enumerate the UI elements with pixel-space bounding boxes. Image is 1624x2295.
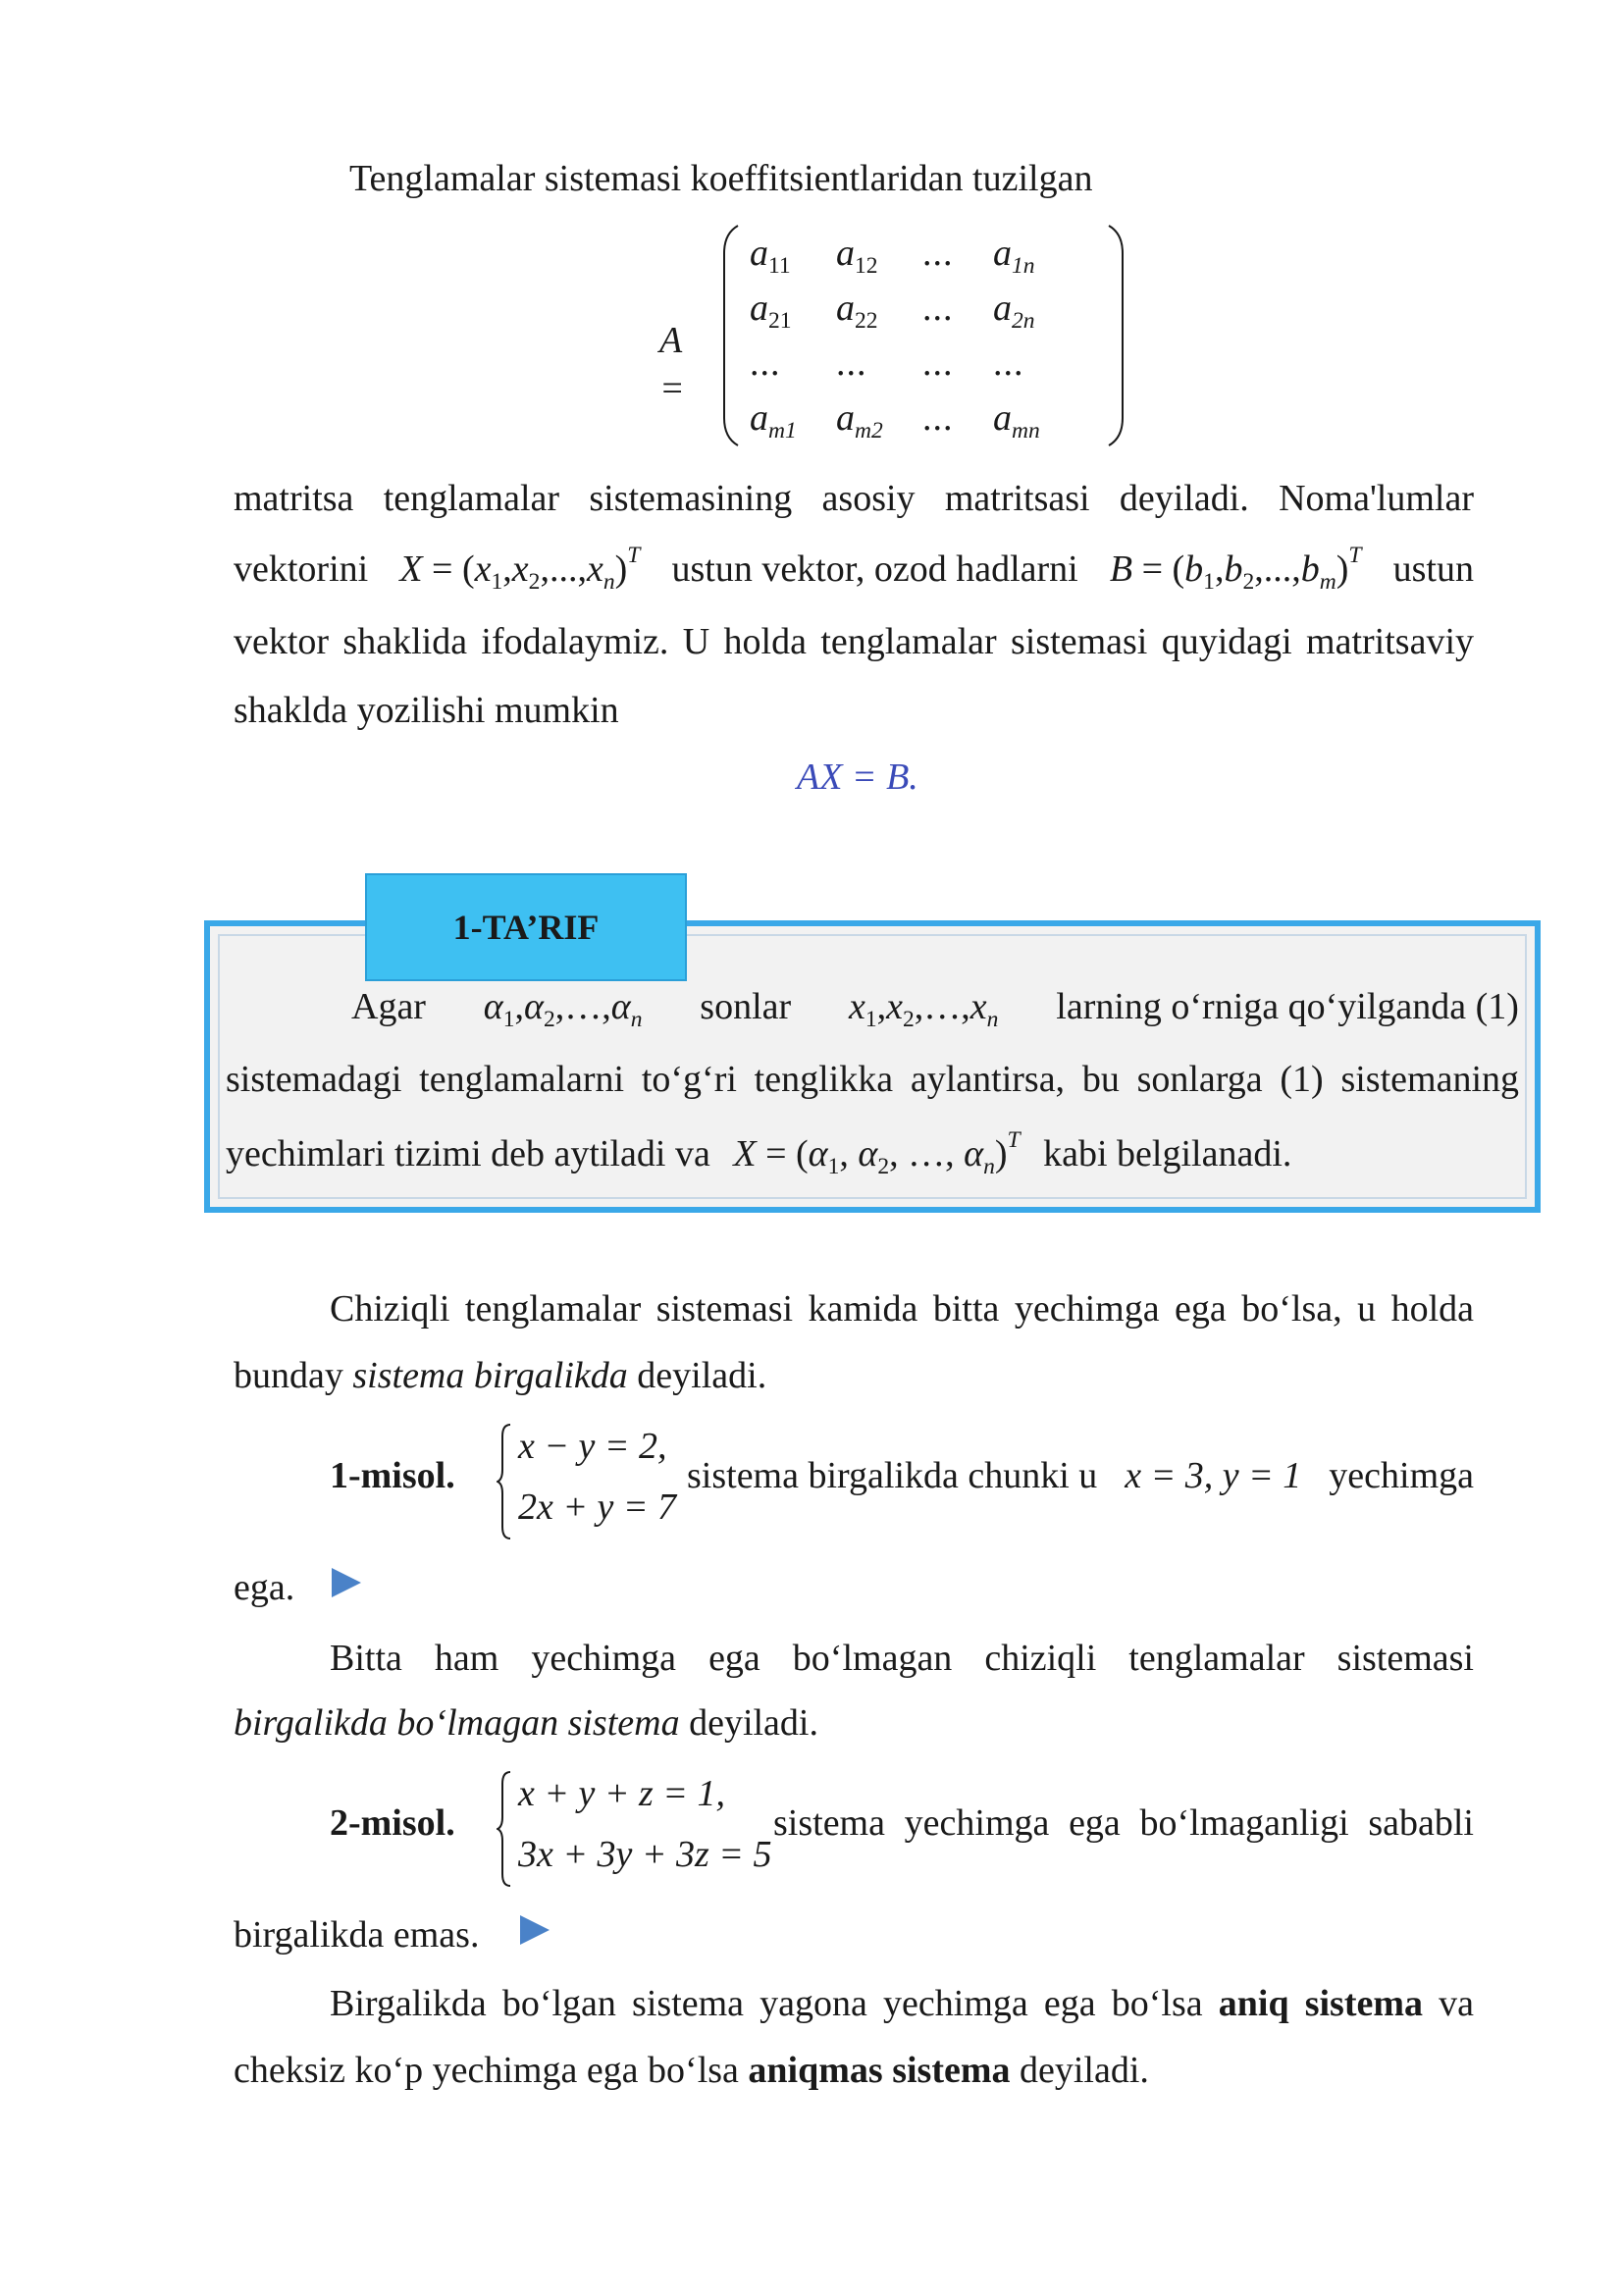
definition-line1 <box>226 983 1519 1031</box>
matrix-cell: ... <box>993 342 1024 384</box>
example1-text-b: yechimga <box>1329 1455 1474 1496</box>
example2-text: sistema yechimga ega bo‘lmaganligi sababli <box>773 1802 1474 1844</box>
matrix-cell: $a_{21}$ <box>750 287 792 335</box>
para1-line4: shaklda yozilishi mumkin <box>234 690 619 731</box>
term-aniqmas-sistema: aniqmas sistema <box>748 2050 1011 2091</box>
para4-line2-b: deyiladi. <box>1020 2050 1149 2091</box>
term-sistema-birgalikda: sistema birgalikda <box>352 1355 628 1396</box>
para4-line2 <box>234 2047 1149 2095</box>
right-paren-icon <box>1105 224 1126 447</box>
para1-line2-a: vektorini <box>234 548 369 590</box>
matrix-grid <box>750 230 1081 449</box>
para1-line1: matritsa tenglamalar sistemasining asosiy matritsasi deyiladi. Noma'lumlar <box>234 478 1474 519</box>
play-arrow-icon <box>520 1915 550 1945</box>
term-birgalikda-bolmagan: birgalikda bo‘lmagan sistema <box>234 1702 680 1744</box>
definition-line1-a: Agar <box>351 986 426 1027</box>
definition-line3 <box>226 1127 1292 1180</box>
solution-vector-formula: $X = (\alpha_1$, $\alpha_2$, …, $\alpha_n)^T$ <box>733 1127 1021 1180</box>
matrix-cell: ... <box>750 342 781 384</box>
left-paren-icon <box>720 224 742 447</box>
para1-line2-c: ustun <box>1392 548 1474 590</box>
example2-eq2: 3x + 3y + 3z = 5 <box>518 1834 772 1875</box>
para3-line2-b: deyiladi. <box>689 1702 818 1744</box>
x-list-formula: $x_1,x_2,\dots,x_n$ <box>848 986 999 1033</box>
intro-text: Tenglamalar sistemasi koeffitsientlaridan tuzilgan <box>349 158 1093 199</box>
matrix-cell: $a_{mn}$ <box>993 397 1040 444</box>
example1-label: 1-misol. <box>330 1455 455 1496</box>
example2-system <box>497 1770 771 1888</box>
definition-title: 1-TA’RIF <box>365 873 687 981</box>
matrix-cell: $a_{m1}$ <box>750 397 797 444</box>
matrix-cell: $a_{22}$ <box>836 287 878 335</box>
example1-eq2: 2x + y = 7 <box>518 1487 677 1528</box>
para2-line2-b: deyiladi. <box>637 1355 767 1396</box>
para4-line2-a: cheksiz ko‘p yechimga ega bo‘lsa <box>234 2050 739 2091</box>
example1-eq1: x − y = 2, <box>518 1426 667 1467</box>
para2-line2 <box>234 1352 766 1400</box>
term-aniq-sistema: aniq sistema <box>1218 1983 1424 2024</box>
para1-line3: vektor shaklida ifodalaymiz. U holda tenglamalar sistemasi quyidagi matritsaviy <box>234 621 1474 662</box>
para1-line2 <box>234 543 1474 596</box>
left-brace-icon <box>497 1423 512 1540</box>
example2-eq1: x + y + z = 1, <box>518 1773 725 1814</box>
example1-tail: ega. <box>234 1567 295 1608</box>
definition-line2: sistemadagi tenglamalarni to‘g‘ri tenglikka aylantirsa, bu sonlarga (1) sistemaning <box>226 1059 1519 1100</box>
matrix-cell: $a_{11}$ <box>750 233 791 280</box>
matrix-cell: $a_{2n}$ <box>993 287 1035 335</box>
para2-line1: Chiziqli tenglamalar sistemasi kamida bitta yechimga ega bo‘lsa, u holda <box>330 1288 1474 1330</box>
para1-line2-b: ustun vektor, ozod hadlarni <box>671 548 1078 590</box>
matrix-cell: ... <box>836 342 867 384</box>
vector-x-formula: $X = (x_1,x_2,...,x_n)^T$ <box>399 543 641 596</box>
para4-line1-b: va <box>1439 1983 1475 2024</box>
definition-line1-c: larning o‘rniga qo‘yilganda (1) <box>1056 986 1519 1027</box>
definition-line3-b: kabi belgilanadi. <box>1043 1133 1292 1174</box>
matrix-lhs: A = <box>659 320 685 410</box>
matrix-equation: AX = B. <box>797 756 918 798</box>
definition-line1-b: sonlar <box>700 986 792 1027</box>
para3-line2 <box>234 1699 818 1747</box>
matrix-cell: ... <box>922 233 954 274</box>
para3-line1: Bitta ham yechimga ega bo‘lmagan chiziqli tenglamalar sistemasi <box>330 1638 1474 1679</box>
para4-line1 <box>330 1980 1474 2028</box>
para4-line1-a: Birgalikda bo‘lgan sistema yagona yechimga ega bo‘lsa <box>330 1983 1203 2024</box>
example1-system <box>497 1423 693 1540</box>
matrix-cell: $a_{1n}$ <box>993 233 1035 280</box>
play-arrow-icon <box>332 1568 361 1597</box>
example1-solution: x = 3, y = 1 <box>1125 1455 1302 1496</box>
example2-tail: birgalikda emas. <box>234 1914 480 1956</box>
vector-b-formula: $B = (b_1,b_2,...,b_m)^T$ <box>1109 543 1362 596</box>
para2-line2-a: bunday <box>234 1355 343 1396</box>
example1-text-a: sistema birgalikda chunki u <box>687 1455 1098 1496</box>
matrix-cell: $a_{m2}$ <box>836 397 883 444</box>
left-brace-icon <box>497 1770 512 1888</box>
alpha-list-formula: $\alpha_1,\alpha_2,\dots,\alpha_n$ <box>483 986 643 1033</box>
definition-line3-a: yechimlari tizimi deb aytiladi va <box>226 1133 710 1174</box>
example1-text <box>687 1452 1474 1500</box>
matrix-cell: ... <box>922 397 954 439</box>
matrix-cell: ... <box>922 287 954 329</box>
matrix-cell: ... <box>922 342 954 384</box>
example2-label: 2-misol. <box>330 1802 455 1844</box>
matrix-cell: $a_{12}$ <box>836 233 878 280</box>
